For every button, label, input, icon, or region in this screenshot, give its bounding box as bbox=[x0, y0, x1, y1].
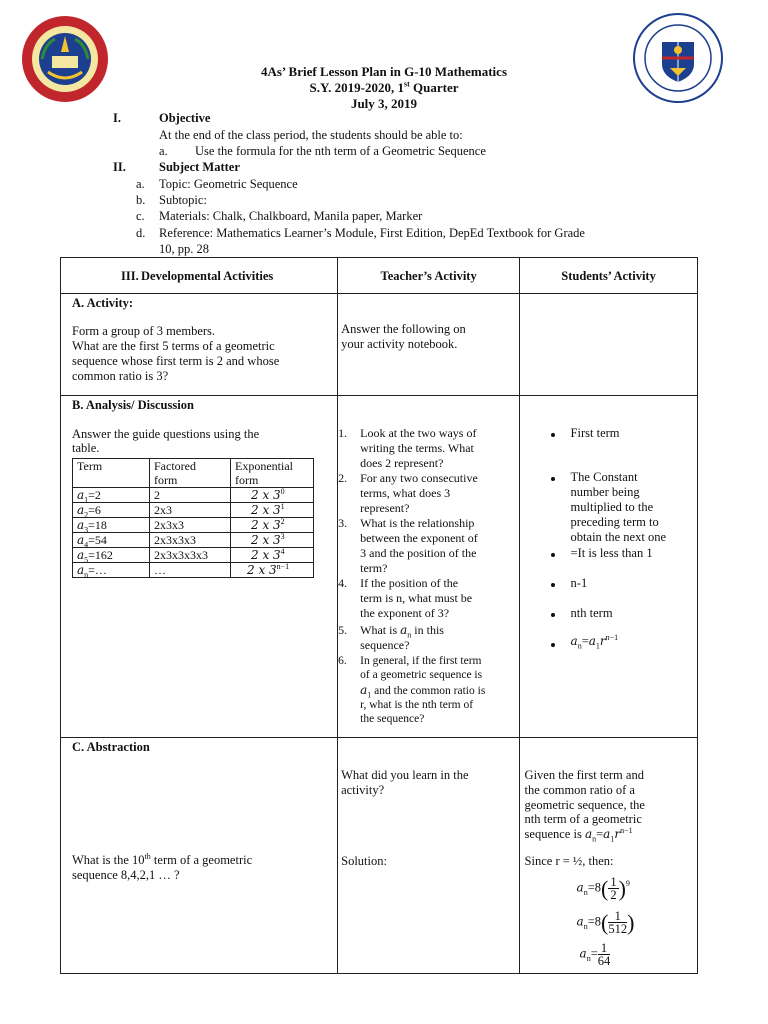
table-header-students: Students’ Activity bbox=[519, 258, 697, 294]
inner-header-term: Term bbox=[73, 459, 150, 488]
inner-header-exponential: Exponential form bbox=[231, 459, 314, 488]
activity-students-cell bbox=[519, 294, 697, 396]
inner-header-factored: Factored form bbox=[150, 459, 231, 488]
objective-intro: At the end of the class period, the students should be able to: bbox=[159, 128, 463, 142]
table-row: $a_4=54$ 2x3x3x3 2 x $3^3$ bbox=[73, 533, 314, 548]
objective-number: I. bbox=[113, 111, 121, 125]
abstraction-cell: C. Abstraction What is the 10th term of a geometric sequence 8,4,2,1 … ? bbox=[61, 738, 338, 974]
lesson-plan-title: 4As’ Brief Lesson Plan in G-10 Mathematics bbox=[260, 64, 508, 79]
analysis-teacher-cell: 1. Look at the two ways of writing the terms. What does 2 represent? 2. For any two consecutive terms, what does 3 represent? 3. What is the relationship between the exponent of 3 and the position of the term? 4. If the position of the term is n, what must be the exponent of 3? 5. What is $a_n$ in this sequence? 6. In general, if the first term of a geometric sequence is $a_1$ and the common ratio is r, what is the nth term of the sequence? bbox=[338, 396, 519, 738]
objective-item-letter: a. bbox=[159, 144, 168, 158]
table-row: $a_3=18$ 2x3x3 2 x $3^2$ bbox=[73, 518, 314, 533]
subject-number: II. bbox=[113, 160, 126, 174]
table-header-teacher: Teacher’s Activity bbox=[338, 258, 519, 294]
subject-topic: Topic: Geometric Sequence bbox=[159, 177, 298, 191]
subject-reference: Reference: Mathematics Learner’s Module, First Edition, DepEd Textbook for Grade bbox=[159, 226, 585, 240]
activity-teacher-cell: Answer the following on your activity notebook. bbox=[338, 294, 519, 396]
subject-reference-cont: 10, pp. 28 bbox=[159, 242, 209, 256]
table-row: $a_1=2$ 2 2 x $3^0$ bbox=[73, 488, 314, 503]
term-forms-table bbox=[72, 458, 314, 578]
table-row: $a_n=\dots$ … 2 x $3^{n-1}$ bbox=[73, 563, 314, 578]
subject-letter-d: d. bbox=[136, 226, 146, 240]
table-header-activities: III. Developmental Activities bbox=[61, 258, 338, 294]
abstraction-teacher-cell: What did you learn in the activity? Solution: bbox=[338, 738, 519, 974]
analysis-cell: B. Analysis/ Discussion Answer the guide questions using the table. Term Factored form Exponential form $a_1=2$ 2 2 x $3^0$ $a_2=6$ 2x3 2 x $3^1$ $a_3=18$ 2x3x3 2 x $3^2$ $a_4=54$ 2x3x3x3 2 x $3^3$ $a_5=162$ 2x3x3x3x3 2 x $3^4$ $a_n=\dots$ … 2 x $3^{n-1}$ bbox=[61, 396, 338, 738]
abstraction-students-cell: Given the first term and the common ratio of a geometric sequence, the nth term of a geometric sequence is $a_n=a_1r^{n-1}$ Since r = ½, then: $a_n=8$( $\frac{1}{2}$ )$^9$ $a_n=8$( $\frac{1}{512}$ ) $a_n=$ $\frac{1}{64}$ bbox=[519, 738, 697, 974]
activity-cell: A. Activity: Form a group of 3 members. What are the first 5 terms of a geometric sequence whose first term is 2 and whose common ratio is 3? bbox=[61, 294, 338, 396]
subject-heading: Subject Matter bbox=[159, 160, 240, 174]
subject-letter-a: a. bbox=[136, 177, 145, 191]
subject-letter-b: b. bbox=[136, 193, 146, 207]
subject-subtopic: Subtopic: bbox=[159, 193, 207, 207]
analysis-students-cell: First term The Constant number being multiplied to the preceding term to obtain the next one =It is less than 1 n-1 nth term $a_n=a_1r^{n-1}$ bbox=[519, 396, 697, 738]
table-row: $a_5=162$ 2x3x3x3x3 2 x $3^4$ bbox=[73, 548, 314, 563]
table-row: $a_2=6$ 2x3 2 x $3^1$ bbox=[73, 503, 314, 518]
subject-letter-c: c. bbox=[136, 209, 145, 223]
objective-heading: Objective bbox=[159, 111, 211, 125]
lesson-date: July 3, 2019 bbox=[350, 96, 418, 111]
school-year: S.Y. 2019-2020, 1st Quarter bbox=[309, 79, 459, 95]
developmental-activities-table bbox=[60, 257, 698, 974]
subject-materials: Materials: Chalk, Chalkboard, Manila paper, Marker bbox=[159, 209, 423, 223]
objective-item-text: Use the formula for the nth term of a Geometric Sequence bbox=[195, 144, 486, 158]
